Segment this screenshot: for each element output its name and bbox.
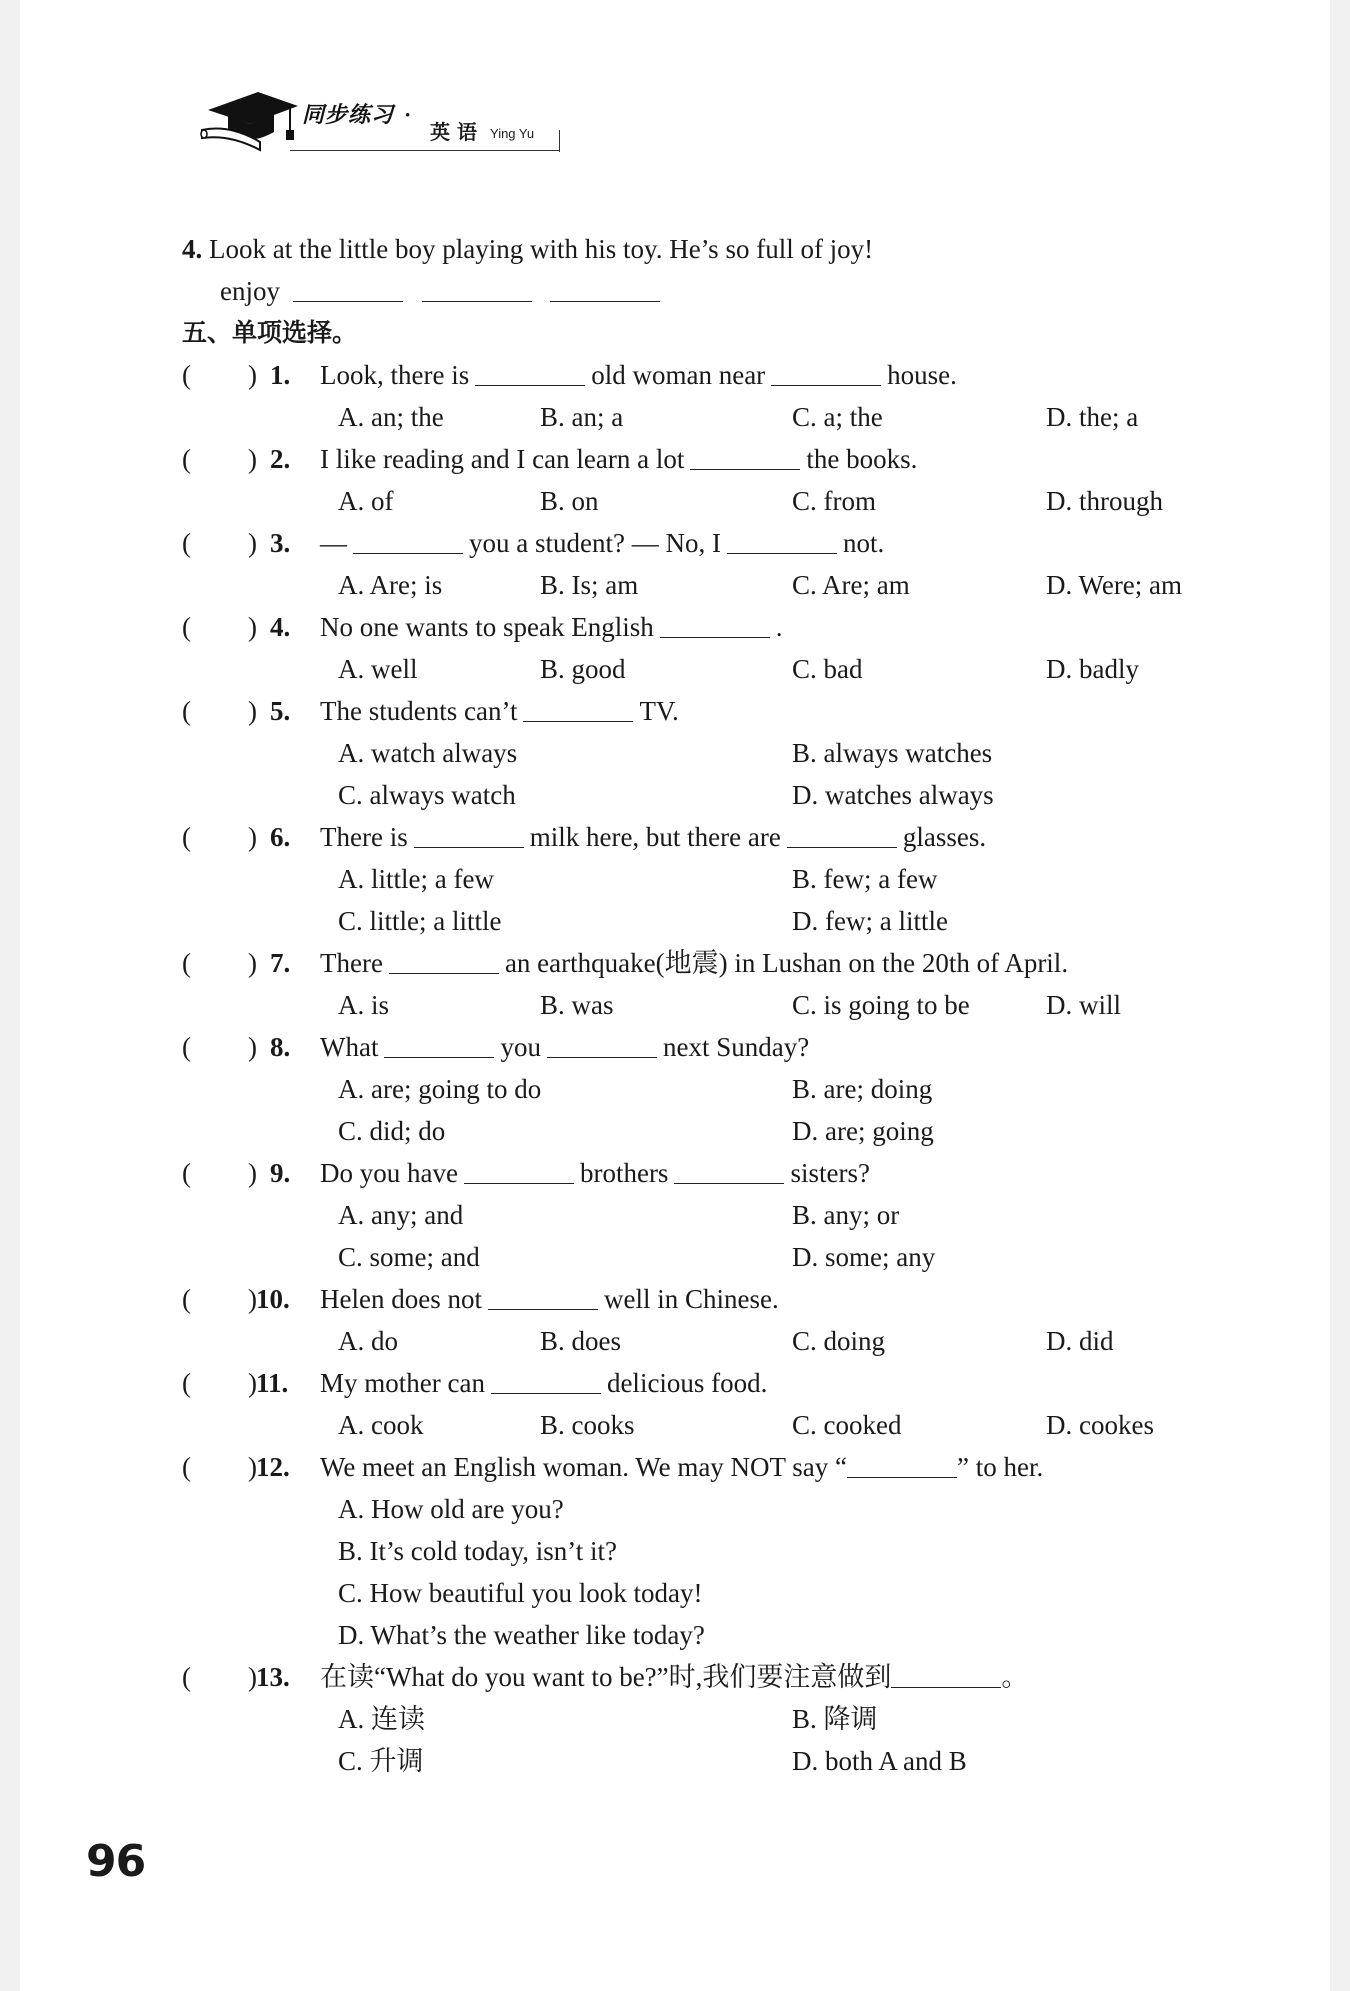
question-stem: There an earthquake(地震) in Lushan on the 20th of April.	[320, 948, 1069, 978]
option: C. from	[792, 486, 876, 516]
question-stem: My mother can delicious food.	[320, 1368, 768, 1398]
question-stem: Do you have brothers sisters?	[320, 1158, 870, 1188]
question-number: 2.	[270, 444, 291, 474]
question-stem: No one wants to speak English .	[320, 612, 783, 642]
answer-paren-open[interactable]: (	[182, 444, 191, 474]
header-dot: ·	[404, 102, 412, 127]
option: C. 升调	[338, 1746, 424, 1776]
question-stem: I like reading and I can learn a lot the books.	[320, 444, 918, 474]
option: D. through	[1046, 486, 1163, 516]
option: A. little; a few	[338, 864, 494, 894]
subject-label: 英 语	[430, 120, 477, 144]
prev-item-word: enjoy	[220, 276, 280, 306]
option: D. What’s the weather like today?	[338, 1620, 705, 1650]
option: D. will	[1046, 990, 1122, 1020]
answer-paren-open[interactable]: (	[182, 1452, 191, 1482]
answer-paren-close: )	[248, 360, 257, 390]
option: D. the; a	[1046, 402, 1139, 432]
option: B. on	[540, 486, 599, 516]
option: B. an; a	[540, 402, 624, 432]
answer-paren-open[interactable]: (	[182, 1368, 191, 1398]
answer-paren-close: )	[248, 1368, 257, 1398]
option: A. watch always	[338, 738, 518, 768]
section-heading: 五、单项选择。	[182, 318, 358, 347]
question-stem: What you next Sunday?	[320, 1032, 810, 1062]
option: C. is going to be	[792, 990, 970, 1020]
option: A. well	[338, 654, 418, 684]
question-number: 5.	[270, 696, 291, 726]
option: A. do	[338, 1326, 398, 1356]
answer-blank[interactable]	[422, 275, 532, 302]
answer-paren-open[interactable]: (	[182, 948, 191, 978]
answer-paren-open[interactable]: (	[182, 1032, 191, 1062]
option: B. are; doing	[792, 1074, 933, 1104]
answer-paren-close: )	[248, 1158, 257, 1188]
option: B. any; or	[792, 1200, 900, 1230]
answer-paren-close: )	[248, 612, 257, 642]
option: B. good	[540, 654, 626, 684]
option: D. Were; am	[1046, 570, 1183, 600]
option: C. a; the	[792, 402, 883, 432]
question-stem: Helen does not well in Chinese.	[320, 1284, 779, 1314]
page	[20, 0, 1330, 1991]
prev-item-answer-line	[220, 274, 666, 308]
question-number: 9.	[270, 1158, 291, 1188]
option: D. watches always	[792, 780, 994, 810]
question-number: 7.	[270, 948, 291, 978]
question-stem: 在读“What do you want to be?”时,我们要注意做到 。	[320, 1662, 1029, 1692]
option: C. Are; am	[792, 570, 910, 600]
option: B. It’s cold today, isn’t it?	[338, 1536, 617, 1566]
page-number: 96	[86, 1836, 146, 1887]
option: C. How beautiful you look today!	[338, 1578, 703, 1608]
option: B. does	[540, 1326, 621, 1356]
option: C. little; a little	[338, 906, 502, 936]
option: C. some; and	[338, 1242, 480, 1272]
question-number: 8.	[270, 1032, 291, 1062]
answer-paren-open[interactable]: (	[182, 360, 191, 390]
answer-paren-open[interactable]: (	[182, 528, 191, 558]
option: D. few; a little	[792, 906, 948, 936]
question-stem: — you a student? — No, I not.	[320, 528, 885, 558]
question-stem: There is milk here, but there are glasses.	[320, 822, 987, 852]
option: C. bad	[792, 654, 863, 684]
option: D. are; going	[792, 1116, 934, 1146]
answer-paren-open[interactable]: (	[182, 1158, 191, 1188]
option: C. doing	[792, 1326, 886, 1356]
answer-paren-open[interactable]: (	[182, 1662, 191, 1692]
option: A. How old are you?	[338, 1494, 564, 1524]
question-stem: The students can’t TV.	[320, 696, 679, 726]
question-number: 11.	[256, 1368, 289, 1398]
answer-paren-close: )	[248, 1284, 257, 1314]
option: A. 连读	[338, 1704, 425, 1734]
option: D. cookes	[1046, 1410, 1154, 1440]
subject-pinyin: Ying Yu	[490, 126, 535, 141]
option: D. both A and B	[792, 1746, 967, 1776]
question-number: 12.	[256, 1452, 290, 1482]
option: B. Is; am	[540, 570, 639, 600]
answer-paren-close: )	[248, 696, 257, 726]
answer-paren-close: )	[248, 1032, 257, 1062]
option: D. did	[1046, 1326, 1114, 1356]
option: A. of	[338, 486, 394, 516]
option: A. are; going to do	[338, 1074, 542, 1104]
option: B. was	[540, 990, 614, 1020]
answer-paren-open[interactable]: (	[182, 696, 191, 726]
prev-item-sentence: Look at the little boy playing with his toy. He’s so full of joy!	[209, 234, 874, 264]
question-number: 13.	[256, 1662, 290, 1692]
option: A. an; the	[338, 402, 444, 432]
option: C. cooked	[792, 1410, 902, 1440]
prev-item-number: 4	[182, 234, 196, 264]
answer-paren-open[interactable]: (	[182, 1284, 191, 1314]
page-content	[20, 0, 1330, 1991]
option: A. any; and	[338, 1200, 464, 1230]
question-number: 1.	[270, 360, 291, 390]
option: C. did; do	[338, 1116, 446, 1146]
option: B. cooks	[540, 1410, 635, 1440]
option: A. is	[338, 990, 390, 1020]
answer-paren-close: )	[248, 822, 257, 852]
question-number: 3.	[270, 528, 291, 558]
option: B. 降调	[792, 1704, 878, 1734]
prev-item-line: 4. Look at the little boy playing with his toy. He’s so full of joy!	[182, 234, 874, 264]
answer-paren-close: )	[248, 1452, 257, 1482]
option: C. always watch	[338, 780, 516, 810]
answer-paren-open[interactable]: (	[182, 612, 191, 642]
option: D. badly	[1046, 654, 1139, 684]
option: B. few; a few	[792, 864, 938, 894]
option: A. Are; is	[338, 570, 443, 600]
question-number: 10.	[256, 1284, 290, 1314]
answer-paren-close: )	[248, 1662, 257, 1692]
question-stem: Look, there is old woman near house.	[320, 360, 957, 390]
option: D. some; any	[792, 1242, 936, 1272]
answer-paren-close: )	[248, 528, 257, 558]
option: B. always watches	[792, 738, 993, 768]
answer-paren-close: )	[248, 948, 257, 978]
question-number: 4.	[270, 612, 291, 642]
answer-blank[interactable]	[293, 275, 403, 302]
option: A. cook	[338, 1410, 424, 1440]
answer-blank[interactable]	[550, 275, 660, 302]
answer-paren-open[interactable]: (	[182, 822, 191, 852]
series-title: 同步练习	[302, 103, 395, 128]
question-number: 6.	[270, 822, 291, 852]
question-stem: We meet an English woman. We may NOT say “ ” to her.	[320, 1452, 1044, 1482]
answer-paren-close: )	[248, 444, 257, 474]
